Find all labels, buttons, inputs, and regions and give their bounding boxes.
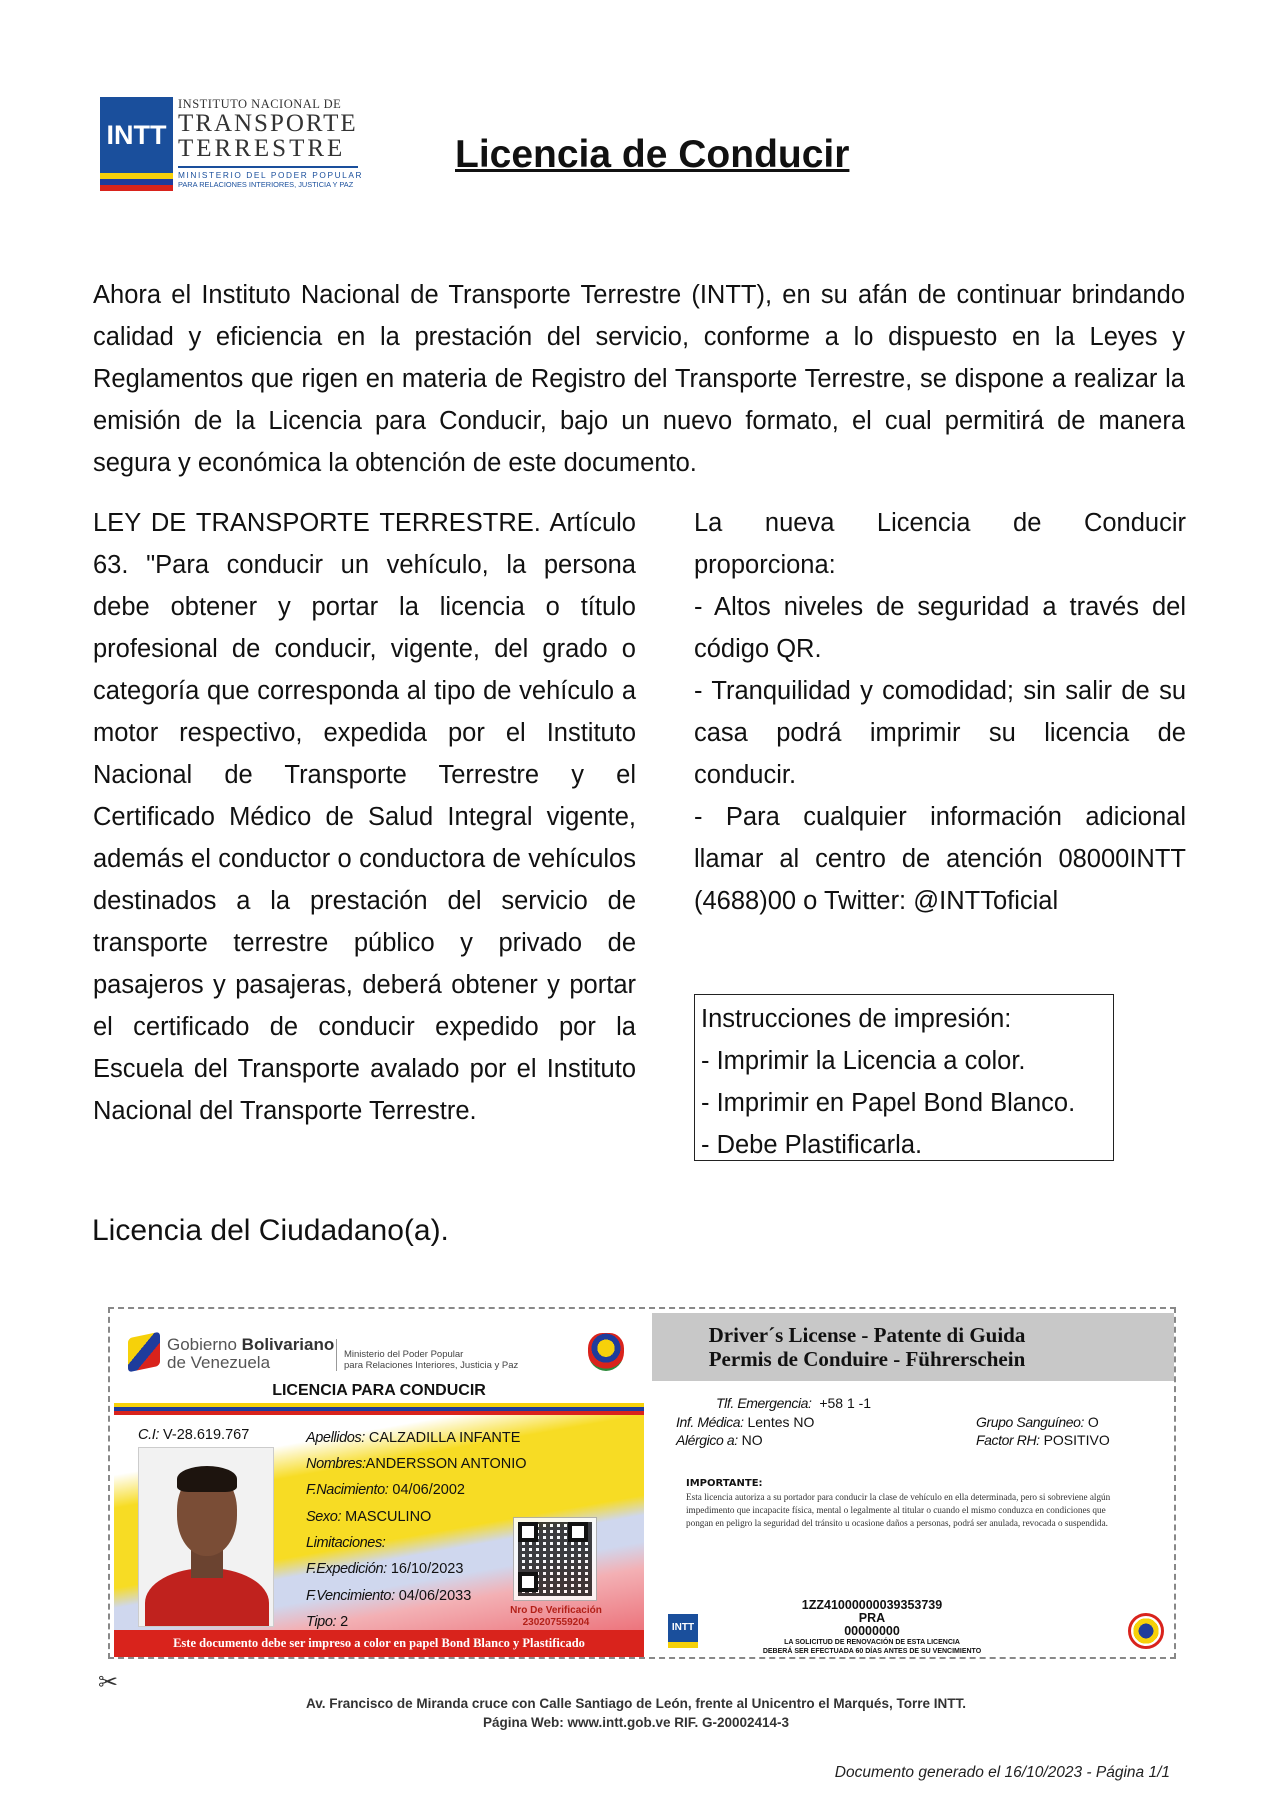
gobierno-flag-icon <box>128 1332 160 1373</box>
verification-number: 230207559204 <box>522 1617 590 1628</box>
intt-logo-block: INTT <box>100 97 173 173</box>
ministry-line-1: Ministerio del Poder Popular <box>344 1349 464 1360</box>
logo-line-4: MINISTERIO DEL PODER POPULAR <box>178 170 364 180</box>
license-codes: 1ZZ41000000039353739 PRA 00000000 <box>801 1598 943 1638</box>
logo-divider <box>178 166 358 168</box>
ci-field: C.I: V-28.619.767 <box>138 1427 250 1443</box>
rh-field: Factor RH: POSITIVO <box>976 1432 1110 1448</box>
page-title: Licencia de Conducir <box>455 133 850 176</box>
alergico-field: Alérgico a: NO <box>676 1432 763 1448</box>
venezuela-flag-icon <box>100 173 173 191</box>
important-title: IMPORTANTE: <box>686 1478 763 1489</box>
seal-icon <box>1128 1613 1164 1649</box>
logo-line-3: TERRESTRE <box>178 135 346 162</box>
logo-line-1: INSTITUTO NACIONAL DE <box>178 97 342 111</box>
license-card <box>108 1307 1176 1659</box>
print-instructions-title: Instrucciones de impresión: <box>701 1005 1012 1033</box>
important-text: Esta licencia autoriza a su portador para conducir la clase de vehículo en ella determinada, pero si sobreviene algún impedimento que incapacite física, mental o legalmente al titular o cuando el mismo conduzca en condiciones que pongan en peligro la seguridad del tránsito u ocasione daños a personas, podrá ser anulada, revocada o suspendida. <box>686 1492 1111 1528</box>
limitaciones-field: Limitaciones: <box>306 1535 386 1551</box>
benefit-item: - Para cualquier información adicional llamar al centro de atención 08000INTT (4688)00 o Twitter: @INTToficial <box>694 803 1186 915</box>
intt-mini-logo: INTT <box>668 1614 698 1648</box>
sexo-field: Sexo: MASCULINO <box>306 1509 432 1525</box>
print-instruction-item: - Imprimir la Licencia a color. <box>701 1047 1026 1075</box>
benefits-intro: La nueva Licencia de Conducir proporciona: <box>694 509 1186 579</box>
footer-address-block <box>0 1694 1272 1732</box>
footer-address: Av. Francisco de Miranda cruce con Calle Santiago de León, frente al Unicentro el Marqués, Torre INTT. <box>306 1696 966 1711</box>
intt-logo <box>100 97 362 194</box>
license-back <box>652 1313 1174 1657</box>
nacimiento-field: F.Nacimiento: 04/06/2002 <box>306 1482 465 1498</box>
nombres-field: Nombres:ANDERSSON ANTONIO <box>306 1456 527 1472</box>
gobierno-divider <box>336 1339 337 1371</box>
verification-label: Nro De Verificación <box>510 1605 602 1616</box>
vencimiento-field: F.Vencimiento: 04/06/2033 <box>306 1588 472 1604</box>
footer-web: Página Web: www.intt.gob.ve RIF. G-20002414-3 <box>482 1715 790 1730</box>
license-footer-notice: Este documento debe ser impreso a color en papel Bond Blanco y Plastificado <box>114 1630 644 1657</box>
apellidos-field: Apellidos: CALZADILLA INFANTE <box>306 1430 521 1446</box>
print-instruction-item: - Imprimir en Papel Bond Blanco. <box>701 1089 1076 1117</box>
scissors-icon: ✂ <box>98 1669 119 1696</box>
benefit-item: - Tranquilidad y comodidad; sin salir de su casa podrá imprimir su licencia de conducir. <box>694 677 1186 789</box>
gobierno-line-2: de Venezuela <box>167 1353 271 1372</box>
expedicion-field: F.Expedición: 16/10/2023 <box>306 1561 464 1577</box>
medica-field: Inf. Médica: Lentes NO <box>676 1414 815 1430</box>
ministry-line-2: para Relaciones Interiores, Justicia y Paz <box>344 1360 519 1371</box>
tricolor-band <box>114 1403 644 1415</box>
tipo-field: Tipo: 2 <box>306 1614 349 1630</box>
print-instructions-box <box>694 994 1114 1161</box>
logo-line-2: TRANSPORTE <box>178 110 358 137</box>
law-paragraph: LEY DE TRANSPORTE TERRESTRE. Artículo 63. "Para conducir un vehículo, la persona debe obtener y portar la licencia o título profesional de conducir, vigente, del grado o categoría que corresponda al tipo de vehículo a motor respectivo, expedida por el Instituto Nacional de Transporte Terrestre y el Certificado Médico de Salud Integral vigente, además el conductor o conductora de vehículos destinados a la prestación del servicio de transporte terrestre público y privado de pasajeros y pasajeras, deberá obtener y portar el certificado de conducir expedido por la Escuela del Transporte avalado por el Instituto Nacional del Transporte Terrestre. <box>93 509 636 1125</box>
intro-paragraph: Ahora el Instituto Nacional de Transporte Terrestre (INTT), en su afán de continuar brindando calidad y eficiencia en la prestación del servicio, conforme a lo dispuesto en la Leyes y Reglamentos que rigen en materia de Registro del Transporte Terrestre, se dispone a realizar la emisión de la Licencia para Conducir, bajo un nuevo formato, el cual permitirá de manera segura y económica la obtención de este documento. <box>93 281 1185 477</box>
renewal-notice: LA SOLICITUD DE RENOVACIÓN DE ESTA LICENCIA DEBERÁ SER EFECTUADA 60 DÍAS ANTES DE SU VENCIMIENTO <box>762 1639 982 1655</box>
license-heading: LICENCIA PARA CONDUCIR <box>272 1382 486 1399</box>
coat-of-arms-icon <box>588 1333 624 1371</box>
section-label: Licencia del Ciudadano(a). <box>92 1214 449 1247</box>
benefit-item: - Altos niveles de seguridad a través del código QR. <box>694 593 1186 663</box>
logo-line-5: PARA RELACIONES INTERIORES, JUSTICIA Y PAZ <box>178 180 354 189</box>
license-front <box>114 1313 644 1657</box>
holder-photo <box>138 1447 274 1627</box>
back-title-1: Driver´s License - Patente di Guida <box>708 1323 1026 1347</box>
print-instruction-item: - Debe Plastificarla. <box>701 1131 923 1159</box>
back-title-2: Permis de Conduire - Führerschein <box>708 1347 1026 1371</box>
sanguineo-field: Grupo Sanguíneo: O <box>976 1414 1099 1430</box>
generated-notice: Documento generado el 16/10/2023 - Página 1/1 <box>834 1764 1170 1781</box>
emergencia-field: Tlf. Emergencia: +58 1 -1 <box>716 1395 872 1411</box>
benefits-section <box>694 502 1186 922</box>
gobierno-line-1: Gobierno Bolivariano <box>167 1335 335 1354</box>
